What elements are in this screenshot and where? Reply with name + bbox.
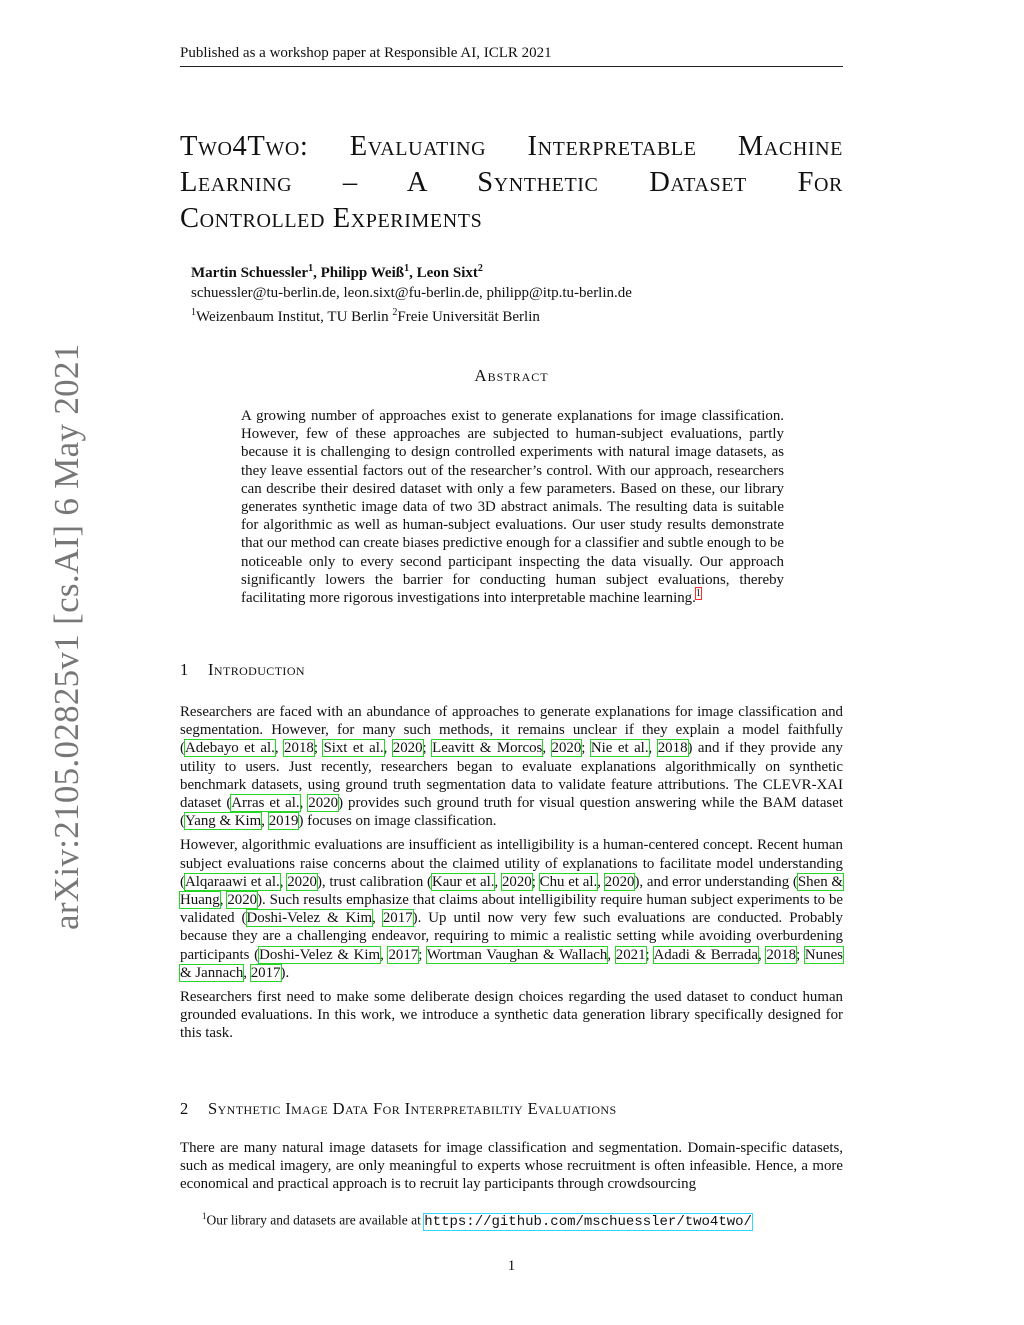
text-run: ; (418, 946, 427, 963)
affiliation-name: Weizenbaum Institut, TU Berlin (196, 309, 393, 325)
text-run: ), trust calibration ( (316, 873, 432, 890)
abstract-text: A growing number of approaches exist to generate explanations for image classification. However, few of these approaches are subjected to human-subject evaluations, partly because it is challenging to design controlled experiments with natural image datasets, as they leave essential factors out of the researcher’s control. With our approach, researchers can describe their desired dataset with only a few parameters. Based on these, our library generates synthetic image data of two 3D abstract animals. The resulting data is suitable for algorithmic as well as human-subject evaluations. Our user study results demonstrate that our method can create biases predictive enough for a classifier and subtle enough to be noticeable only to every second participant inspecting the data visually. Our approach significantly lowers the barrier for conducting human subject evaluations, thereby facilitating more rigorous investigations into interpretable machine learning. (241, 408, 784, 607)
citation-link[interactable]: 2021 (615, 946, 646, 963)
text-run: However, algorithmic evaluations are insufficient as intelligibility is a human-centered concept. Recent human subject evaluations raise concerns about the claimed utility of explanations to facilitate model understanding ( (180, 837, 843, 890)
text-run: ), and error understanding ( (634, 873, 798, 890)
paragraph: There are many natural image datasets for image classification and segmentation. Domain-specific datasets, such as medical imagery, are only meaningful to experts whose recruitment is often infeasible. Hence, a more economical and practical approach is to recruit lay participants through crowdsourcing (180, 1140, 843, 1193)
author-block (191, 259, 831, 327)
text-run: , (597, 873, 605, 890)
author-names: Martin Schuessler$^1$, Philipp Weiß$^1$, Leon Sixt$^2$ (191, 263, 483, 281)
citation-link[interactable]: Yang & Kim (184, 813, 262, 830)
citation-link[interactable]: Alqaraawi et al. (184, 873, 280, 890)
author-affiliation-mark: 1 (308, 263, 314, 274)
text-run: , (243, 964, 251, 981)
author-name: Leon Sixt (416, 265, 478, 281)
citation-link[interactable]: Doshi-Velez & Kim (259, 946, 381, 963)
text-run: ; (645, 946, 654, 963)
citation-link[interactable]: Adadi & Berrada (653, 946, 758, 963)
text-run: , (648, 740, 658, 757)
citation-link[interactable]: Nunes & Jannach (180, 946, 843, 981)
text-run: , (219, 892, 228, 909)
author-name: Philipp Weiß (320, 265, 405, 281)
citation-link[interactable]: 2017 (250, 964, 281, 981)
section2-body (180, 1139, 843, 1200)
paragraph (180, 703, 843, 830)
text-run: ; (796, 946, 805, 963)
citation-link[interactable]: Arras et al. (231, 795, 300, 812)
footnote-number: 1 (202, 1211, 207, 1221)
author-name: Martin Schuessler (191, 265, 309, 281)
text-run: , (299, 795, 309, 812)
text-run: , (383, 740, 393, 757)
footnote-link[interactable]: 1 (695, 588, 701, 600)
citation-link[interactable]: 2018 (657, 740, 688, 757)
citation-link[interactable]: Adebayo et al. (184, 740, 275, 757)
text-run: ; (531, 873, 540, 890)
citation-link[interactable]: 2020 (308, 795, 339, 812)
section-heading-introduction (180, 660, 843, 680)
title-line-3: Controlled Experiments (180, 203, 483, 234)
text-run: , (274, 740, 285, 757)
citation-link[interactable]: Sixt et al. (323, 740, 384, 757)
text-run: , (380, 946, 389, 963)
footnote (180, 1207, 843, 1231)
title-line-2: Learning – A Synthetic Dataset For (180, 167, 843, 198)
citation-link[interactable]: 2019 (268, 813, 299, 830)
citation-link[interactable]: Nie et al. (590, 740, 649, 757)
citation-link[interactable]: 2020 (287, 873, 317, 890)
text-run: ) and if they provide any utility to users. Just recently, researchers began to evaluate explanations algorithmically on synthetic benchmark datasets, using ground truth segmentation data to validate feature attributions. The CLEVR-XAI dataset ( (180, 740, 843, 812)
text-run: ). Up until now very few such evaluations are conducted. Probably because they are a challenging endeavor, requiring to mimic a realistic setting while avoiding overburdening participants ( (180, 910, 843, 963)
citation-link[interactable]: 2017 (382, 910, 413, 927)
text-run: ). (280, 964, 290, 981)
text-run: ; (581, 740, 591, 757)
page-number: 1 (507, 1258, 516, 1274)
text-run: , (757, 946, 767, 963)
citation-link[interactable]: Doshi-Velez & Kim (246, 910, 373, 927)
section-title: Introduction (208, 660, 305, 679)
citation-link[interactable]: 2020 (392, 740, 423, 757)
text-run: Researchers are faced with an abundance of approaches to generate explanations for image classification and segmentation. However, for many such methods, it remains unclear if they explain a model faithfully ( (180, 704, 843, 757)
footnote-text: Our library and datasets are available at (206, 1212, 425, 1228)
section-title: Synthetic Image Data For Interpretabiltiy Evaluations (208, 1099, 617, 1118)
citation-link[interactable]: 2020 (604, 873, 635, 890)
citation-link[interactable]: Wortman Vaughan & Wallach (426, 946, 608, 963)
paper-title (180, 129, 843, 237)
text-run: , (607, 946, 616, 963)
citation-link[interactable]: Kaur et al. (432, 873, 495, 890)
affiliation-name: Freie Universität Berlin (397, 309, 540, 325)
text-run: ) provides such ground truth for visual question answering while the BAM dataset ( (180, 795, 843, 830)
abstract-body (241, 407, 784, 607)
header-rule (180, 66, 843, 67)
text-run: , (261, 813, 269, 830)
text-run: , (279, 873, 288, 890)
arxiv-stamp: arXiv:2105.02825v1 [cs.AI] 6 May 2021 (47, 343, 86, 930)
affiliation-number: 1 (191, 307, 196, 318)
text-run: , (372, 910, 383, 927)
text-run: , (494, 873, 502, 890)
citation-link[interactable]: Chu et al. (539, 873, 598, 890)
text-run: ) focuses on image classification. (298, 813, 497, 830)
citation-link[interactable]: 2017 (388, 946, 419, 963)
repository-link[interactable]: https://github.com/mschuessler/two4two/ (424, 1213, 752, 1230)
citation-link[interactable]: Shen & Huang (180, 873, 844, 909)
affiliation-number: 2 (392, 307, 398, 318)
author-affiliation-mark: 2 (477, 263, 483, 274)
title-line-1: Two4Two: Evaluating Interpretable Machine (180, 131, 843, 162)
citation-link[interactable]: 2020 (551, 740, 582, 757)
introduction-body (180, 703, 843, 1049)
section-number: 2 (180, 1099, 189, 1118)
text-run: ; (313, 740, 324, 757)
section-heading-synthetic-data (180, 1099, 843, 1119)
text-run: ; (422, 740, 433, 757)
running-header: Published as a workshop paper at Responsible AI, ICLR 2021 (180, 45, 552, 61)
author-emails: schuessler@tu-berlin.de, leon.sixt@fu-berlin.de, philipp@itp.tu-berlin.de (191, 285, 632, 301)
paragraph: Researchers first need to make some deliberate design choices regarding the used dataset to conduct human grounded evaluations. In this work, we introduce a synthetic data generation library specifically designed for this task. (180, 989, 843, 1042)
citation-link[interactable]: 2018 (766, 946, 797, 963)
citation-link[interactable]: 2018 (284, 740, 314, 757)
author-affiliation-mark: 1 (404, 263, 410, 274)
text-run: , (542, 740, 552, 757)
author-affiliations (191, 303, 831, 327)
section-number: 1 (180, 660, 189, 679)
citation-link[interactable]: Leavitt & Morcos (432, 740, 543, 757)
text-run: ). Such results emphasize that claims about intelligibility require human subject experiments to be validated ( (180, 892, 843, 927)
abstract-heading: Abstract (474, 366, 549, 385)
citation-link[interactable]: 2020 (227, 892, 258, 909)
citation-link[interactable]: 2020 (501, 873, 532, 890)
paragraph (180, 836, 843, 982)
